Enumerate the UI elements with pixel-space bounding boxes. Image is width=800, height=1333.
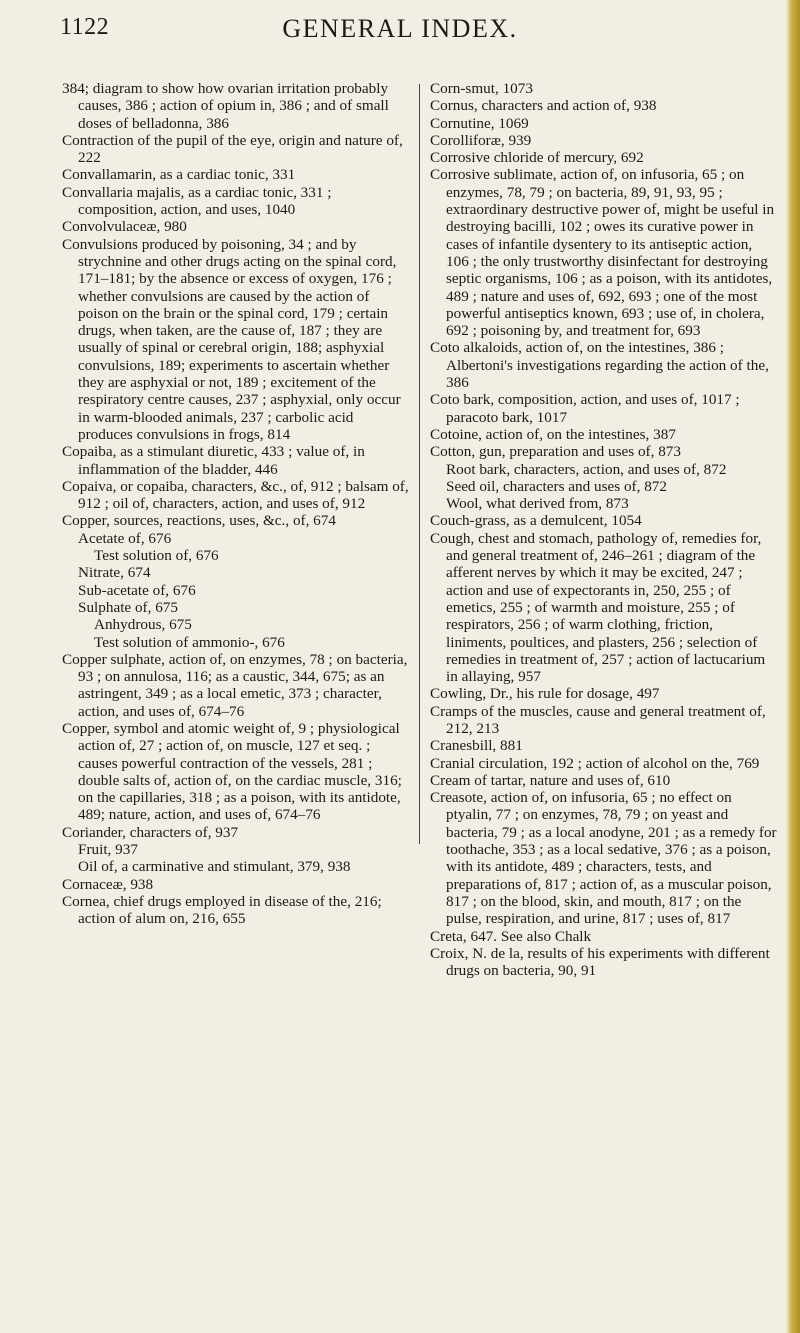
index-entry: Test solution of, 676 bbox=[94, 547, 219, 565]
index-entry: Sulphate of, 675 bbox=[78, 598, 178, 616]
index-entry: Nitrate, 674 bbox=[78, 564, 151, 582]
index-entry: Convallaria majalis, as a cardiac tonic, 331 ; composition, action, and uses, 1040 bbox=[62, 183, 332, 219]
index-entry: Convallamarin, as a cardiac tonic, 331 bbox=[62, 166, 296, 184]
index-entry: Creasote, action of, on infusoria, 65 ; no effect on ptyalin, 77 ; on enzymes, 78, 79 ; on yeast and bacteria, 79 ; as a local anodyne, 201 ; as a remedy for toothache, 353 ; as a local sedative, 376 ; as a poison, with its antidote, 489 ; characters, tests, and preparations of, 817 ; action of, as a muscular poison, 817 ; on the blood, skin, and mouth, 817 ; on the pulse, respiration, and urine, 817 ; uses of, 817 bbox=[430, 789, 777, 928]
index-entry: Cornus, characters and action of, 938 bbox=[430, 97, 657, 115]
index-entry: Croix, N. de la, results of his experiments with different drugs on bacteria, 90, 91 bbox=[430, 944, 770, 980]
index-column-right bbox=[430, 80, 777, 979]
index-entry: Cramps of the muscles, cause and general treatment of, 212, 213 bbox=[430, 702, 766, 737]
index-entry: Cowling, Dr., his rule for dosage, 497 bbox=[430, 685, 660, 703]
index-entry: Copaiba, as a stimulant diuretic, 433 ; value of, in inflammation of the bladder, 446 bbox=[62, 443, 365, 478]
index-entry: Copaiva, or copaiba, characters, &c., of, 912 ; balsam of, 912 ; oil of, characters, action, and uses of, 912 bbox=[62, 477, 409, 513]
index-entry: Convulsions produced by poisoning, 34 ; and by strychnine and other drugs acting on the spinal cord, 171–181; by the absence or excess of oxygen, 176 ; whether convulsions are caused by the action of poison on the brain or the spinal cord, 179 ; certain drugs, when taken, are the cause of, 187 ; they are usually of spinal or cerebral origin, 188; asphyxial convulsions, 189; experiments to ascertain whether they are asphyxial or not, 189 ; excitement of the respiratory centre causes, 237 ; asphyxial, only occur in warm-blooded animals, 237 ; carbolic acid produces convulsions in frogs, 814 bbox=[62, 235, 401, 443]
index-entry: Cream of tartar, nature and uses of, 610 bbox=[430, 771, 671, 789]
index-entry: Anhydrous, 675 bbox=[94, 616, 192, 634]
index-entry: Coto alkaloids, action of, on the intestines, 386 ; Albertoni's investigations regarding the action of the, 386 bbox=[430, 339, 769, 392]
index-entry: Cough, chest and stomach, pathology of, remedies for, and general treatment of, 246–261 ; diagram of the afferent nerves by which it may be excited, 247 ; action and use of expectorants in, 250, 255 ; of emetics, 255 ; of warmth and moisture, 255 ; of respirators, 256 ; of warm clothing, friction, liniments, poultices, and plasters, 256 ; selection of remedies in treatment of, 257 ; action of lactucarium in allaying, 957 bbox=[430, 529, 766, 686]
index-entry: Copper sulphate, action of, on enzymes, 78 ; on bacteria, 93 ; on annulosa, 116; as a caustic, 344, 675; as an astringent, 349 ; as a local emetic, 373 ; character, action, and uses of, 674–76 bbox=[62, 650, 408, 720]
index-entry: Corolliforæ, 939 bbox=[430, 131, 532, 149]
index-entry: Test solution of ammonio-, 676 bbox=[94, 633, 285, 651]
index-entry: Seed oil, characters and uses of, 872 bbox=[446, 477, 667, 495]
index-entry: Corn-smut, 1073 bbox=[430, 80, 533, 97]
index-entry: Cranesbill, 881 bbox=[430, 737, 523, 755]
index-entry: Contraction of the pupil of the eye, origin and nature of, 222 bbox=[62, 131, 403, 167]
page-number: 1122 bbox=[60, 14, 110, 40]
index-entry: Cornea, chief drugs employed in disease of the, 216; action of alum on, 216, 655 bbox=[62, 892, 382, 928]
index-entry: Fruit, 937 bbox=[78, 841, 138, 859]
index-entry: Cornaceæ, 938 bbox=[62, 875, 154, 893]
index-entry: Corrosive sublimate, action of, on infusoria, 65 ; on enzymes, 78, 79 ; on bacteria, 89, 91, 93, 95 ; extraordinary destructive power of, might be useful in destroying bacilli, 102 ; owes its curative power in cases of infantile dysentery to its antiseptic action, 106 ; the only trustworthy disinfectant for destroying septic organisms, 106 ; as a poison, with its antidotes, 489 ; nature and uses of, 692, 693 ; one of the most powerful antiseptics known, 693 ; use of, in cholera, 692 ; poisoning by, and treatment for, 693 bbox=[430, 166, 775, 340]
index-entry: Copper, sources, reactions, uses, &c., of, 674 bbox=[62, 512, 336, 530]
index-entry: Coriander, characters of, 937 bbox=[62, 823, 239, 841]
index-entry: Sub-acetate of, 676 bbox=[78, 581, 196, 599]
index-entry: 384; diagram to show how ovarian irritation probably causes, 386 ; action of opium in, 386 ; and of small doses of belladonna, 386 bbox=[62, 80, 389, 132]
index-entry: Coto bark, composition, action, and uses of, 1017 ; paracoto bark, 1017 bbox=[430, 391, 740, 426]
index-entry: Cotton, gun, preparation and uses of, 873 bbox=[430, 443, 681, 461]
index-entry: Cotoine, action of, on the intestines, 387 bbox=[430, 425, 676, 443]
index-entry: Corrosive chloride of mercury, 692 bbox=[430, 149, 644, 167]
index-entry: Cornutine, 1069 bbox=[430, 114, 529, 132]
index-entry: Oil of, a carminative and stimulant, 379, 938 bbox=[78, 858, 351, 876]
index-entry: Wool, what derived from, 873 bbox=[446, 495, 629, 513]
index-entry: Root bark, characters, action, and uses of, 872 bbox=[446, 460, 727, 478]
index-entry: Acetate of, 676 bbox=[78, 529, 172, 547]
page-edge-gilding bbox=[786, 0, 800, 1333]
index-entry: Convolvulaceæ, 980 bbox=[62, 218, 187, 236]
column-divider bbox=[419, 84, 420, 844]
running-head-title: GENERAL INDEX. bbox=[282, 14, 518, 43]
index-entry: Cranial circulation, 192 ; action of alcohol on the, 769 bbox=[430, 754, 760, 772]
index-entry: Copper, symbol and atomic weight of, 9 ; physiological action of, 27 ; action of, on muscle, 127 et seq. ; causes powerful contraction of the vessels, 281 ; double salts of, action of, on the cardiac muscle, 316; on the capillaries, 318 ; as a poison, with its antidote, 489; nature, action, and uses of, 674–76 bbox=[62, 719, 402, 824]
index-entry: Couch-grass, as a demulcent, 1054 bbox=[430, 512, 642, 530]
index-entry: Creta, 647. See also Chalk bbox=[430, 927, 592, 945]
index-column-left bbox=[62, 80, 409, 928]
